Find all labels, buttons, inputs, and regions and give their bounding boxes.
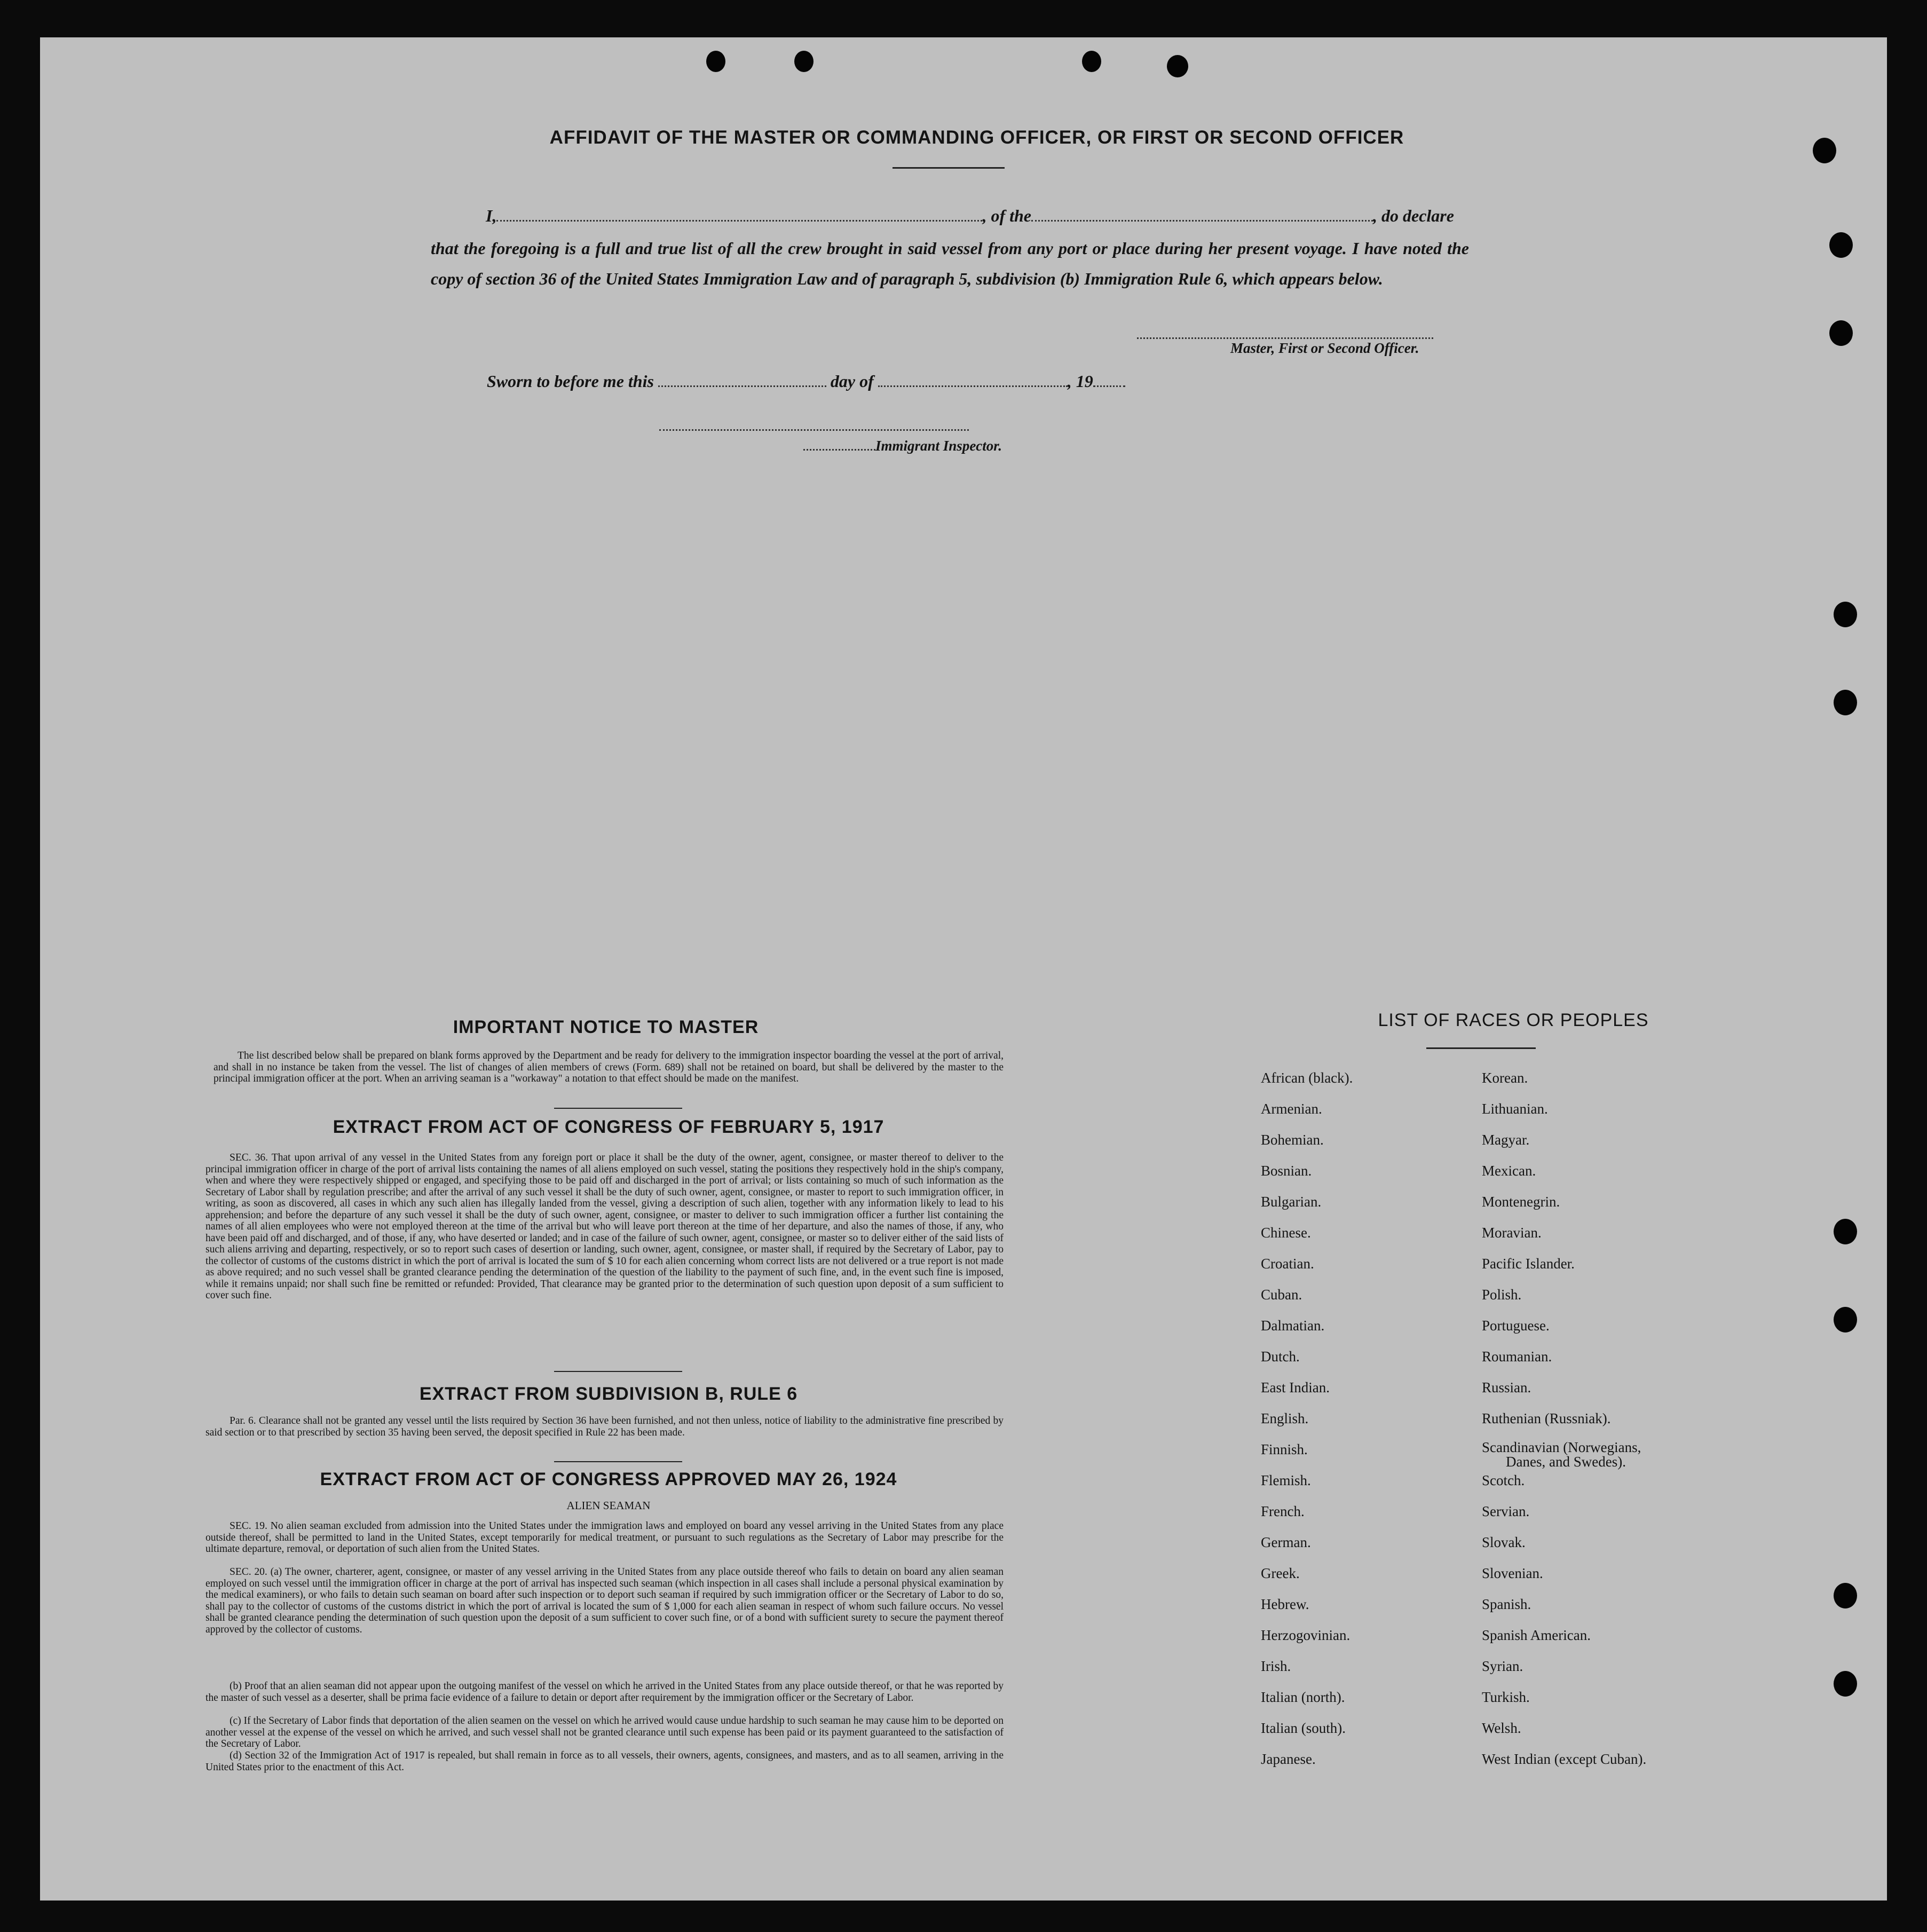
declare-label: , do declare — [1373, 206, 1454, 225]
race-item: Flemish. — [1261, 1472, 1311, 1488]
race-item: West Indian (except Cuban). — [1482, 1751, 1647, 1767]
race-item: German. — [1261, 1534, 1311, 1550]
year-prefix: , 19 — [1067, 372, 1093, 391]
race-item: East Indian. — [1261, 1379, 1330, 1395]
sworn-label: Sworn to before me this — [487, 372, 654, 391]
punch-hole — [1082, 51, 1101, 72]
race-item: Roumanian. — [1482, 1349, 1552, 1365]
extract-1924-title: EXTRACT FROM ACT OF CONGRESS APPROVED MAY 26, 1924 — [320, 1469, 897, 1489]
master-signature-caption: Master, First or Second Officer. — [1230, 340, 1419, 356]
race-item: Turkish. — [1482, 1689, 1530, 1705]
race-item: Dalmatian. — [1261, 1318, 1325, 1334]
notice-rule — [554, 1108, 682, 1109]
race-item: Spanish American. — [1482, 1627, 1591, 1643]
notice-title: IMPORTANT NOTICE TO MASTER — [453, 1017, 759, 1037]
extract-rule6-text: Par. 6. Clearance shall not be granted any vessel until the lists required by Section 36 have been furnished, and not then unless, notice of liability to the administrative fine prescribed by said section or to that prescribed by section 35 having been served, the deposit specified in Rule 22 has been made. — [206, 1415, 1004, 1438]
races-rule — [1426, 1047, 1536, 1049]
race-item-line: Scandinavian (Norwegians, — [1482, 1439, 1641, 1455]
inspector-caption: Immigrant Inspector. — [875, 438, 1002, 454]
sec-19-text: SEC. 19. No alien seaman excluded from admission into the United States under the immigration laws and employed on board any vessel arriving in the United States from any place outside thereof, shall be permitted to land in the United States, except temporarily for medical treatment, or pursuant to such regulations as the Secretary of Labor may prescribe for the ultimate departure, removal, or deportation of such alien from the United States. — [206, 1520, 1004, 1555]
race-item: Moravian. — [1482, 1225, 1542, 1241]
punch-hole — [1834, 1583, 1857, 1608]
punch-hole — [1834, 1307, 1857, 1332]
extract-1917-title: EXTRACT FROM ACT OF CONGRESS OF FEBRUARY 5, 1917 — [333, 1117, 884, 1137]
race-item: Bulgarian. — [1261, 1194, 1322, 1210]
race-item: English. — [1261, 1410, 1309, 1426]
inspector-dots — [803, 436, 875, 451]
sec-20d-text: (d) Section 32 of the Immigration Act of 1917 is repealed, but shall remain in force as to all vessels, their owners, agents, consignees, and masters, and as to all seamen, arriving in the United States prior to the enactment of this Act. — [206, 1750, 1004, 1773]
race-item: Welsh. — [1482, 1720, 1521, 1736]
sworn-month-field[interactable] — [878, 368, 1068, 387]
punch-hole — [1834, 602, 1857, 627]
punch-hole — [1813, 138, 1836, 163]
race-item: Slovak. — [1482, 1534, 1526, 1550]
race-item: Cuban. — [1261, 1287, 1302, 1303]
race-item: Armenian. — [1261, 1101, 1322, 1117]
race-item: Lithuanian. — [1482, 1101, 1548, 1117]
alien-seaman-subtitle: ALIEN SEAMAN — [566, 1499, 651, 1512]
race-item: Servian. — [1482, 1503, 1530, 1519]
extract-1917-rule — [554, 1371, 682, 1372]
affidavit-body: that the foregoing is a full and true list of all the crew brought in said vessel from any port or place during her present voyage. I have noted the copy of section 36 of the United States Immigration Law and of paragraph 5, subdivision (b) Immigration Rule 6, which appears below. — [431, 239, 1469, 288]
race-item: Dutch. — [1261, 1349, 1300, 1365]
race-item: Bohemian. — [1261, 1132, 1324, 1148]
race-item: Russian. — [1482, 1379, 1531, 1395]
extract-rule6-rule — [554, 1461, 682, 1462]
race-item: Korean. — [1482, 1070, 1528, 1086]
vessel-field[interactable] — [1031, 203, 1373, 222]
punch-hole — [1834, 690, 1857, 715]
sec-20a-text: SEC. 20. (a) The owner, charterer, agent, consignee, or master of any vessel arriving in the United States from any place outside thereof who fails to detain on board any alien seaman employed on such vessel until the immigration officer in charge at the port of arrival has inspected such seaman (which inspection in all cases shall include a personal physical examination by the medical examiners), or who fails to detain such seaman on board after such inspection or to deport such seaman if required by such immigration officer or the Secretary of Labor to do so, shall pay to the collector of customs of the customs district in which the port of arrival is located the sum of $ 1,000 for each alien seaman in respect of whom such failure occurs. No vessel shall be granted clearance pending the determination of such question upon the deposit of a sum sufficient to cover such fine, or of a bond with sufficient surety to secure the payment thereof approved by the collector of customs. — [206, 1566, 1004, 1635]
race-item: Italian (north). — [1261, 1689, 1345, 1705]
race-item: Spanish. — [1482, 1596, 1531, 1612]
day-of-label: day of — [830, 372, 874, 391]
extract-rule6-title: EXTRACT FROM SUBDIVISION B, RULE 6 — [419, 1384, 798, 1404]
punch-hole — [1167, 55, 1188, 77]
race-item: Italian (south). — [1261, 1720, 1346, 1736]
notice-text: The list described below shall be prepared on blank forms approved by the Department and be ready for delivery to the immigration inspector boarding the vessel at the port of arrival, and shall in no instance be taken from the vessel. The list of changes of alien members of crews (Form. 689) shall not be retained on board, but shall be delivered by the master to the principal immigration officer at the port. When an arriving seaman is a "workaway" a notation to that effect should be made on the manifest. — [214, 1050, 1004, 1084]
punch-hole — [1829, 232, 1853, 258]
race-item: Pacific Islander. — [1482, 1256, 1575, 1272]
race-item: Herzogovinian. — [1261, 1627, 1351, 1643]
race-item: Chinese. — [1261, 1225, 1311, 1241]
race-item: Greek. — [1261, 1565, 1300, 1581]
inspector-line — [803, 436, 1002, 454]
races-title: LIST OF RACES OR PEOPLES — [1378, 1010, 1649, 1030]
race-item: Finnish. — [1261, 1441, 1308, 1457]
race-item-line: Danes, and Swedes). — [1506, 1454, 1626, 1470]
race-item: Portuguese. — [1482, 1318, 1550, 1334]
title-rule — [893, 167, 1005, 169]
master-signature-field[interactable] — [1137, 320, 1433, 339]
punch-hole — [794, 51, 814, 72]
race-item: Bosnian. — [1261, 1163, 1312, 1179]
race-item: Ruthenian (Russniak). — [1482, 1410, 1611, 1426]
punch-hole — [1834, 1219, 1857, 1244]
sworn-day-field[interactable] — [658, 368, 826, 387]
race-item: Syrian. — [1482, 1658, 1523, 1674]
race-item: Slovenian. — [1482, 1565, 1543, 1581]
sworn-year-field[interactable] — [1093, 368, 1125, 387]
affidavit-title: AFFIDAVIT OF THE MASTER OR COMMANDING OFFICER, OR FIRST OR SECOND OFFICER — [549, 127, 1404, 148]
extract-1917-text: SEC. 36. That upon arrival of any vessel in the United States from any foreign port or place it shall be the duty of the owner, agent, consignee, or master thereof to deliver to the principal immigration officer in charge of the port of arrival lists containing the names of all aliens employed on such vessel, stating the positions they respectively hold in the ship's company, when and where they were respectively shipped or engaged, and specifying those to be paid off and discharged in the port of arrival; or lists containing so much of such information as the Secretary of Labor shall by regulation prescribe; and after the arrival of any such vessel it shall be the duty of such owner, agent, consignee, or master to report to such immigration officer, in writing, as soon as discovered, all cases in which any such alien has illegally landed from the vessel, giving a description of such alien, together with any information likely to lead to his apprehension; and before the departure of any such vessel it shall be the duty of such owner, agent, consignee, or master to deliver to such immigration officer a further list containing the names of all alien employees who were not employed thereon at the time of the arrival but who will leave port thereon at the time of her departure, and also the names of those, if any, who have been paid off and discharged, and of those, if any, who have deserted or landed; and in case of the failure of such owner, agent, consignee, or master so to deliver either of the said lists of such aliens arriving and departing, respectively, or so to report such cases of desertion or landing, such owner, agent, consignee, or master shall, if required by the Secretary of Labor, pay to the collector of customs of the customs district in which the port of arrival is located the sum of $ 10 for each alien concerning whom correct lists are not delivered or a true report is not made as above required; and no such vessel shall be granted clearance pending the determination of the question of the liability to the payment of such fine, and, in the event such fine is imposed, while it remains unpaid; nor shall such fine be remitted or refunded: Provided, That clearance may be granted prior to the determination of such question upon deposit of a sum sufficient to cover such fine. — [206, 1152, 1004, 1301]
race-item: Montenegrin. — [1482, 1194, 1560, 1210]
declaration-line — [486, 203, 1468, 226]
name-field[interactable] — [496, 203, 982, 222]
race-item: Hebrew. — [1261, 1596, 1309, 1612]
punch-hole — [706, 51, 725, 72]
of-the-label: , of the — [982, 206, 1031, 225]
sworn-line — [487, 368, 1125, 391]
inspector-signature-field[interactable] — [659, 412, 969, 431]
race-item: Croatian. — [1261, 1256, 1314, 1272]
race-item: Mexican. — [1482, 1163, 1536, 1179]
race-item: African (black). — [1261, 1070, 1353, 1086]
punch-hole — [1829, 320, 1853, 346]
i-label: I, — [486, 206, 497, 225]
race-item: Japanese. — [1261, 1751, 1316, 1767]
race-item — [1482, 1434, 1646, 1470]
punch-hole — [1834, 1671, 1857, 1697]
races-column-1 — [1261, 1062, 1353, 1775]
race-item: French. — [1261, 1503, 1305, 1519]
sec-20c-text: (c) If the Secretary of Labor finds that deportation of the alien seamen on the vessel on which he arrived would cause undue hardship to such seaman he may cause him to be deported on another vessel at the expense of the vessel on which he arrived, and such vessel shall not be granted clearance until such expense has been paid or its payment guaranteed to the satisfaction of the Secretary of Labor. — [206, 1715, 1004, 1749]
race-item: Scotch. — [1482, 1472, 1525, 1488]
race-item: Magyar. — [1482, 1132, 1530, 1148]
race-item: Polish. — [1482, 1287, 1522, 1303]
race-item: Irish. — [1261, 1658, 1291, 1674]
races-column-2 — [1482, 1062, 1646, 1775]
sec-20b-text: (b) Proof that an alien seaman did not appear upon the outgoing manifest of the vessel on which he arrived in the United States from any place outside thereof, or that he was reported by the master of such vessel as a deserter, shall be prima facie evidence of a failure to detain or deport after requirement by the immigration officer or the Secretary of Labor. — [206, 1681, 1004, 1704]
